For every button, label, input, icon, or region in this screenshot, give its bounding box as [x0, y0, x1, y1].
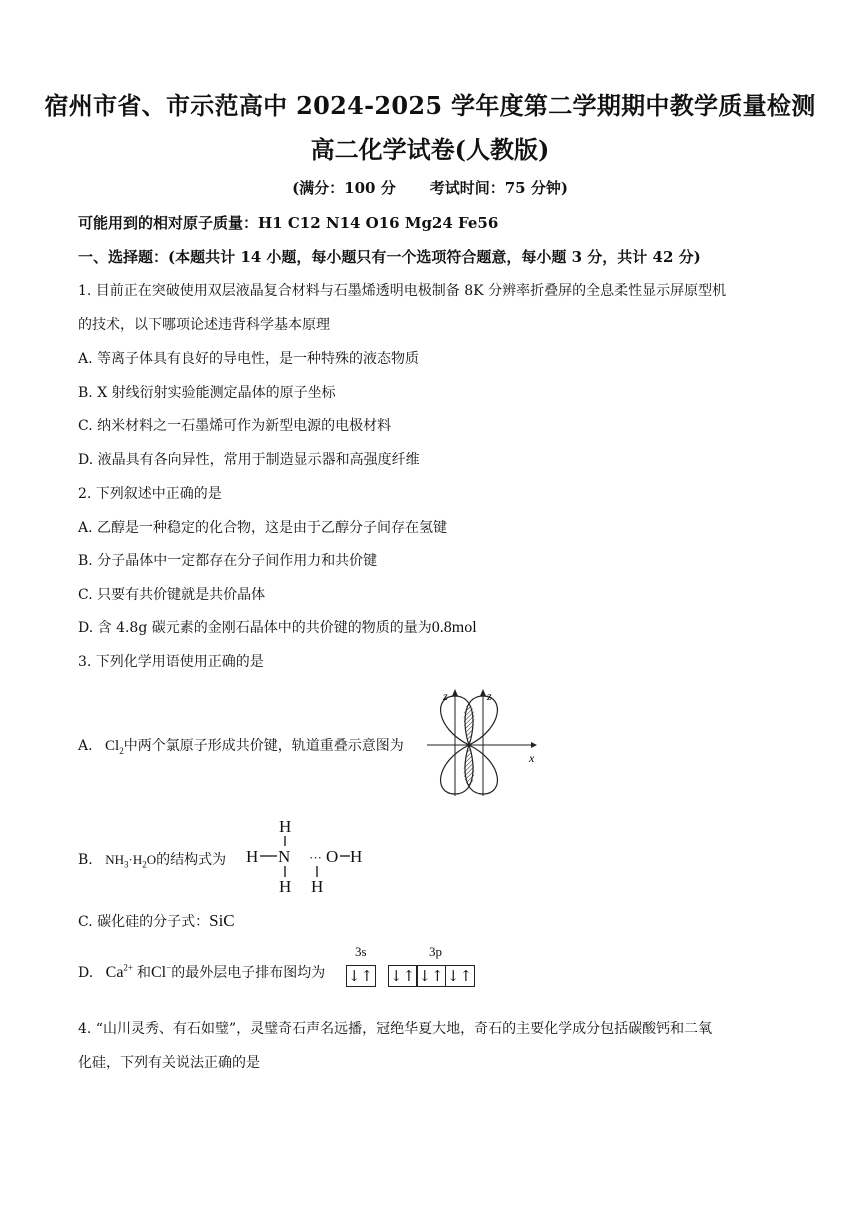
q3-option-c-formula: SiC — [209, 911, 235, 930]
q2-stem: 2. 下列叙述中正确的是 — [78, 486, 222, 502]
atom-h-bottom-o: H — [311, 877, 324, 896]
nh3-h2o-structure — [244, 816, 364, 896]
calcium-ion: $Ca^{2+}$ — [105, 962, 133, 981]
orbital-box-diagram — [347, 965, 475, 987]
q3-option-a — [78, 735, 404, 756]
orbital-box-3s: ↓↑ — [346, 965, 376, 987]
p-orbital-overlap-diagram — [425, 688, 545, 798]
q3-option-b-label: B. — [78, 852, 93, 868]
q3-option-d-text: 的最外层电子排布图均为 — [171, 965, 326, 981]
q3-option-a-text: 中两个氯原子形成共价键，轨道重叠示意图为 — [123, 738, 404, 754]
q1-option-c: C. 纳米材料之一石墨烯可作为新型电源的电极材料 — [78, 418, 392, 434]
axis-label-x: x — [529, 751, 535, 765]
q4-stem-line2: 化硅，下列有关说法正确的是 — [78, 1055, 260, 1071]
atomic-masses: 可能用到的相对原子质量：H1 C12 N14 O16 Mg24 Fe56 — [78, 214, 499, 232]
q3-option-d: D. $Ca^{2+}$ 和Cl−的最外层电子排布图均为 — [78, 962, 326, 981]
exam-title-line2: 高二化学试卷(人教版) — [310, 135, 550, 164]
q3-option-d-label: D. — [78, 965, 94, 981]
orbital-box-3p-2: ↓↑ — [416, 965, 446, 987]
orbital-box-3p-3: ↓↑ — [445, 965, 475, 987]
q3-option-a-label: A. — [78, 738, 93, 754]
q1-stem-line2: 的技术，以下哪项论述违背科学基本原理 — [78, 317, 330, 333]
q1-stem-line1: 1. 目前正在突破使用双层液晶复合材料与石墨烯透明电极制备 8K 分辨率折叠屏的全息柔性显示屏原型机 — [78, 283, 727, 299]
section1-heading: 一、选择题：(本题共计 14 小题，每小题只有一个选项符合题意，每小题 3 分，共计 42 分) — [78, 248, 701, 266]
q3-option-b-formula: $NH_3\cdot H_2O$ — [105, 852, 157, 870]
atom-o: O — [326, 847, 339, 866]
atom-h-top: H — [279, 817, 292, 836]
q2-option-c: C. 只要有共价键就是共价晶体 — [78, 587, 266, 603]
q4-stem-line1: 4. “山川灵秀、有石如璧”，灵璧奇石声名远播，冠绝华夏大地，奇石的主要化学成分包括碳酸钙和二氧 — [78, 1021, 713, 1037]
orbital-box-3p-1: ↓↑ — [388, 965, 418, 987]
q2-option-d-value: 0.8mol — [431, 619, 477, 636]
exam-subtitle — [0, 177, 860, 198]
atom-n: N — [278, 847, 291, 866]
exam-title-line1: 宿州市省、市示范高中 2024-2025 学年度第二学期期中教学质量检测 — [44, 91, 816, 120]
q2-option-d-text: D. 含 4.8g 碳元素的金刚石晶体中的共价键的物质的量为 — [78, 620, 432, 636]
q3-option-c-text: C. 碳化硅的分子式： — [78, 914, 210, 930]
q3-option-a-formula: $Cl_2$ — [105, 738, 124, 756]
q3-option-b-text: 的结构式为 — [156, 852, 227, 868]
q3-option-c — [78, 911, 235, 931]
q1-option-a: A. 等离子体具有良好的导电性，是一种特殊的液态物质 — [78, 351, 420, 367]
q1-option-d: D. 液晶具有各向异性，常用于制造显示器和高强度纤维 — [78, 452, 420, 468]
atom-h-left: H — [246, 847, 259, 866]
hydrogen-bond-dots: ··· — [309, 850, 322, 865]
axis-label-z-right: z — [487, 689, 492, 703]
q3-stem: 3. 下列化学用语使用正确的是 — [78, 654, 264, 670]
full-score: (满分：100 分 — [292, 179, 396, 197]
orbital-label-3s: 3s — [355, 944, 367, 959]
atom-h-right: H — [350, 847, 363, 866]
q2-option-d — [78, 617, 477, 637]
axis-label-z-left: z — [443, 689, 448, 703]
q3-option-b — [78, 849, 226, 870]
q2-option-b: B. 分子晶体中一定都存在分子间作用力和共价键 — [78, 553, 378, 569]
chloride-ion: Cl− — [151, 962, 172, 981]
exam-time: 考试时间：75 分钟) — [429, 179, 568, 197]
orbital-label-3p: 3p — [429, 944, 442, 959]
q1-option-b: B. X 射线衍射实验能测定晶体的原子坐标 — [78, 385, 336, 401]
atom-h-bottom-n: H — [279, 877, 292, 896]
q2-option-a: A. 乙醇是一种稳定的化合物，这是由于乙醇分子间存在氢键 — [78, 520, 448, 536]
